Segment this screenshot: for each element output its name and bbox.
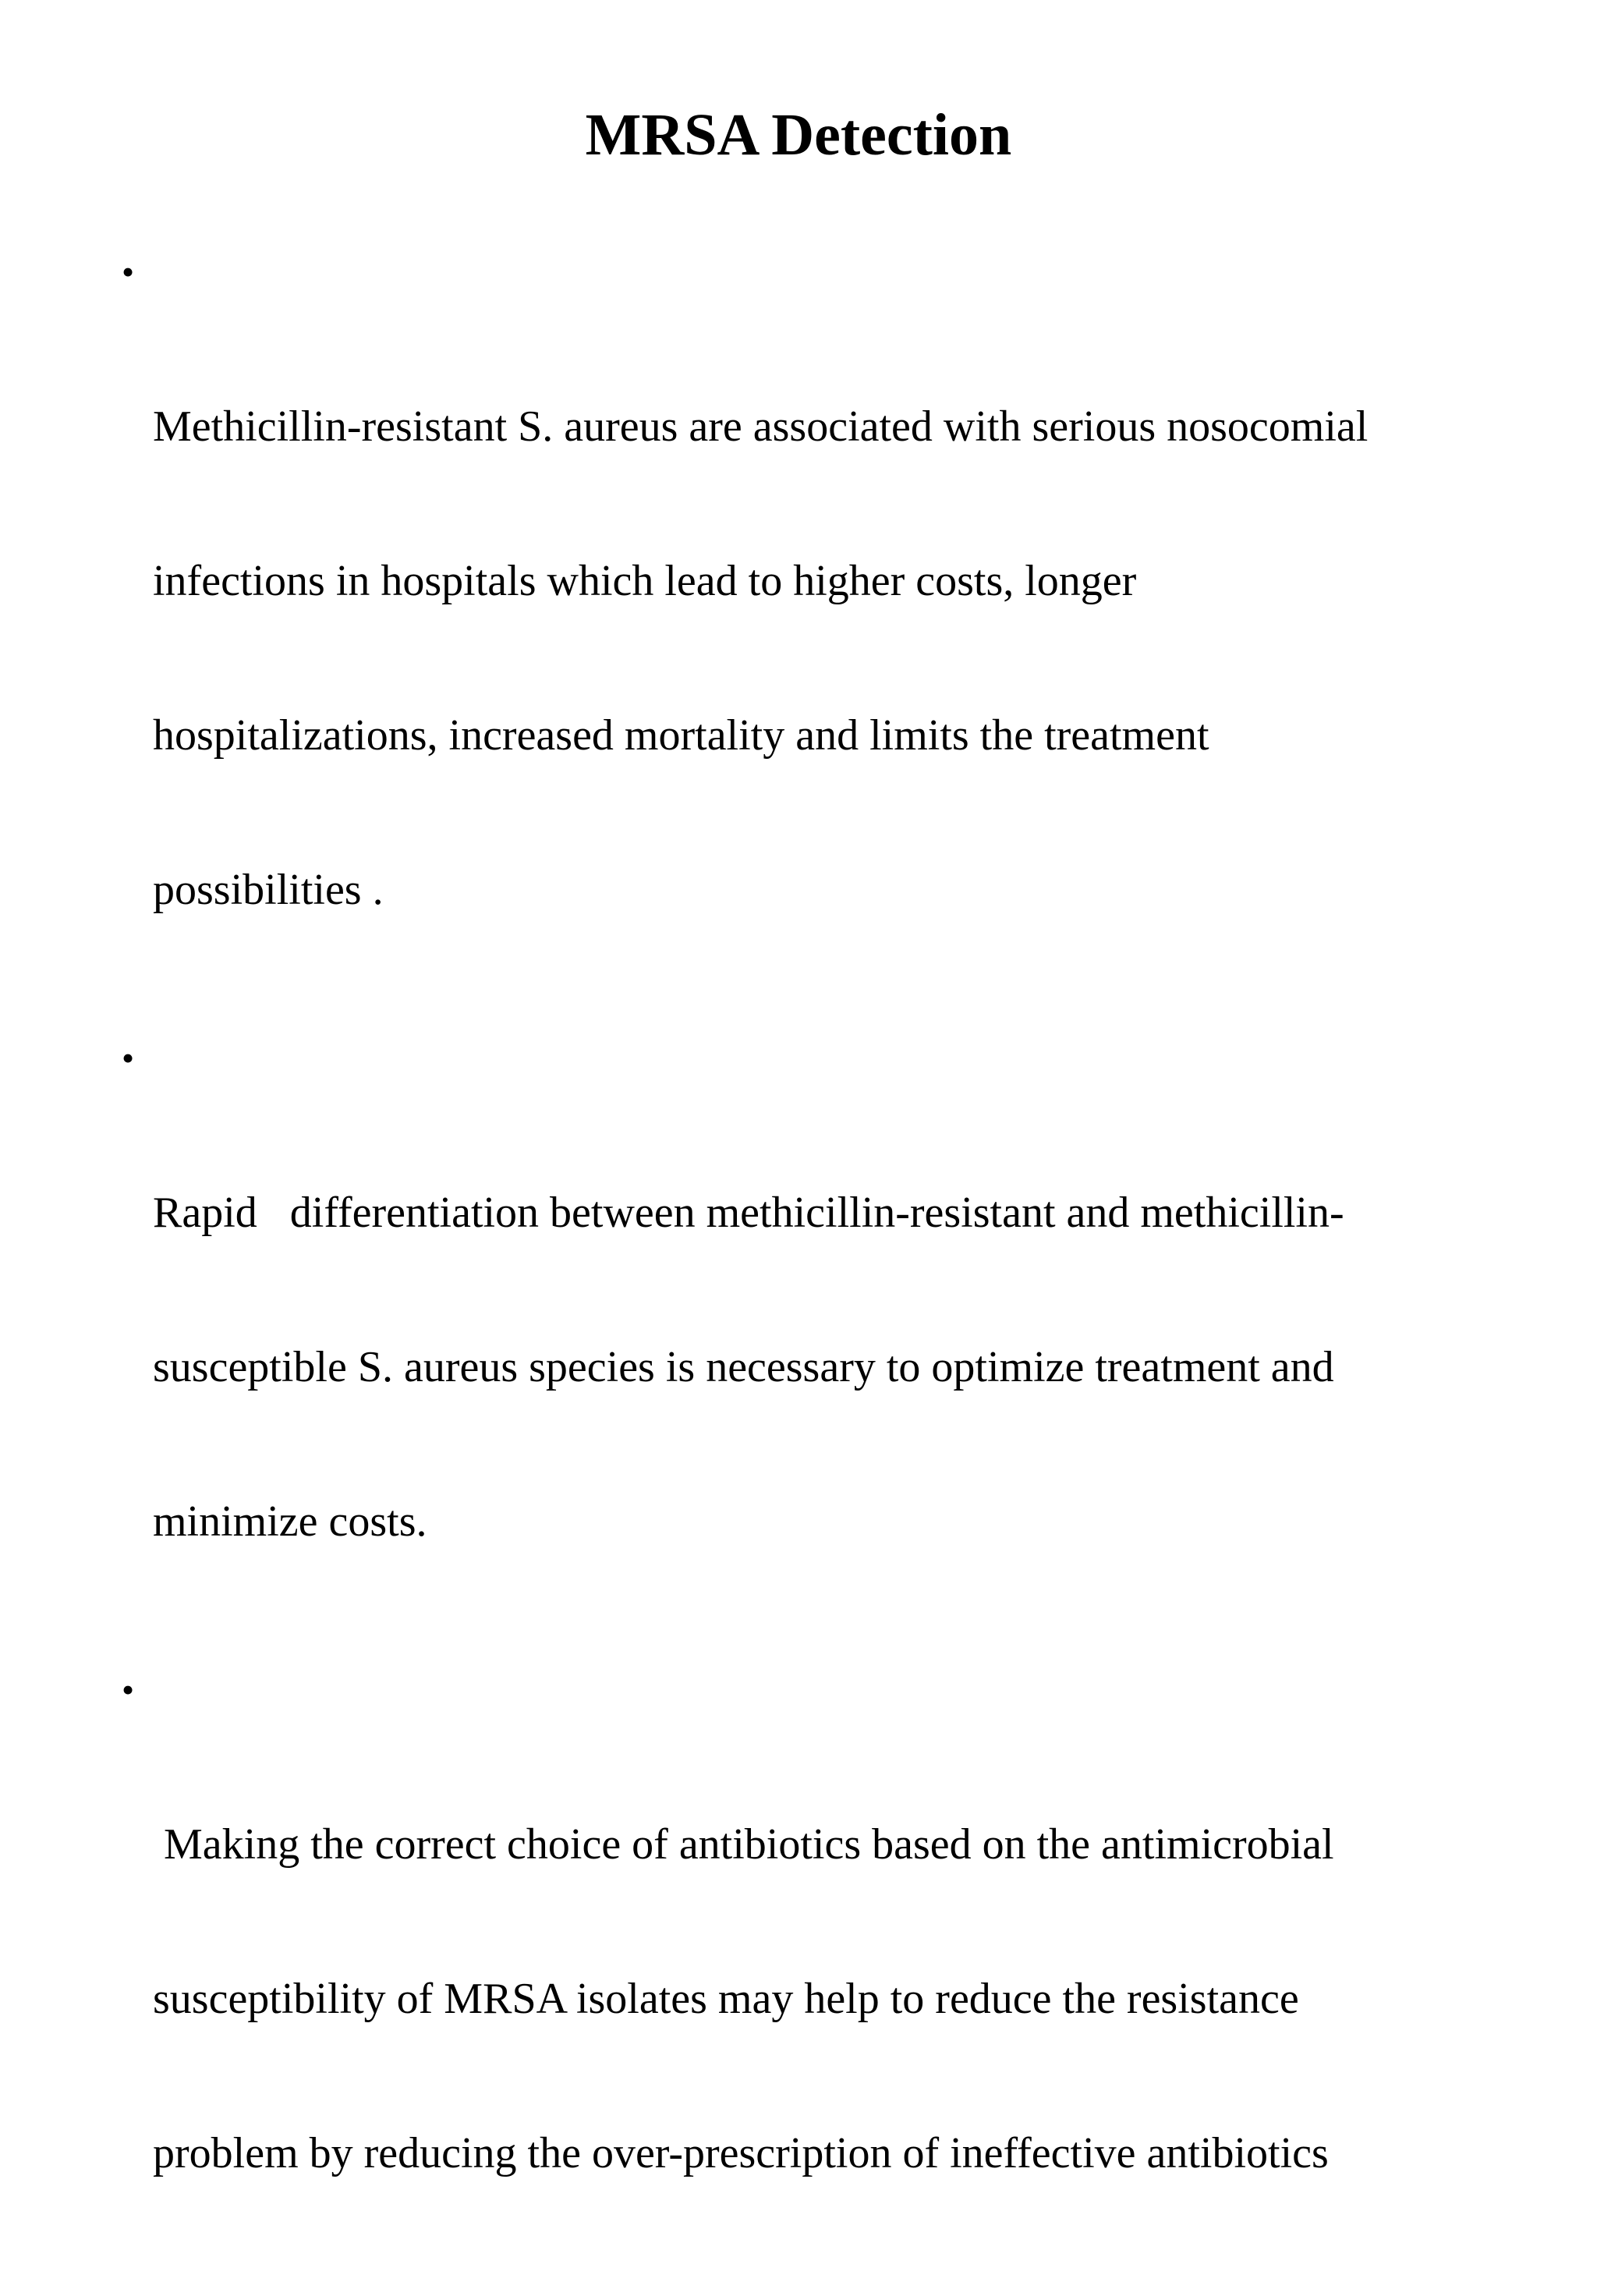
bullet-icon: •	[122, 1038, 135, 1078]
bullet-line: Making the correct choice of antibiotics based on the antimicrobial	[153, 1820, 1334, 1869]
bullet-line: hospitalizations, increased mortality and limits the treatment	[153, 711, 1209, 760]
bullet-item	[117, 246, 1489, 1019]
bullet-line: possibilities .	[153, 866, 384, 914]
bullet-line: problem by reducing the over-prescription of ineffective antibiotics	[153, 2129, 1329, 2177]
bullet-line: susceptible S. aureus species is necessary to optimize treatment and	[153, 1343, 1334, 1391]
bullet-line: infections in hospitals which lead to higher costs, longer	[153, 557, 1137, 605]
bullet-line: Rapid differentiation between methicillin-resistant and methicillin-	[153, 1189, 1344, 1237]
bullet-icon: •	[122, 1670, 135, 1710]
bullet-item	[117, 1664, 1489, 2282]
bullet-line: minimize costs.	[153, 1497, 427, 1546]
bullet-icon: •	[122, 252, 135, 292]
bullet-list	[117, 246, 1489, 2296]
slide-title: MRSA Detection	[585, 102, 1012, 168]
bullet-line: Methicillin-resistant S. aureus are associated with serious nosocomial	[153, 402, 1369, 451]
bullet-line: susceptibility of MRSA isolates may help to reduce the resistance	[153, 1975, 1299, 2023]
bullet-item	[117, 1033, 1489, 1650]
